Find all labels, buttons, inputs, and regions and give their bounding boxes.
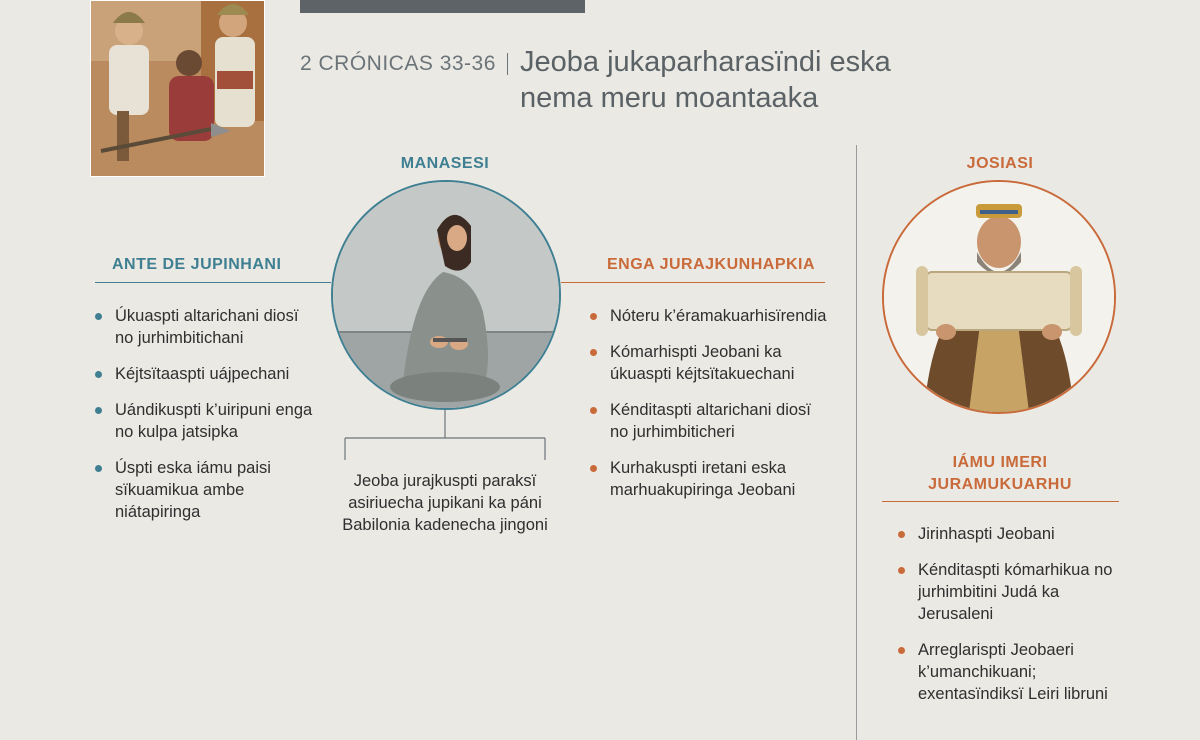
list-item: Kénditaspti kómarhikua no jurhimbitini Judá ka Jerusaleni bbox=[898, 559, 1138, 625]
list-item: Kénditaspti altarichani diosï no jurhimbiticheri bbox=[590, 399, 830, 443]
reference-divider bbox=[507, 53, 508, 75]
bullet-icon bbox=[95, 407, 102, 414]
after-list bbox=[590, 305, 830, 515]
josiasi-heading-line-2: JURAMUKUARHU bbox=[928, 476, 1072, 493]
bullet-icon bbox=[95, 371, 102, 378]
manasesi-label: MANASESI bbox=[400, 155, 490, 172]
after-heading: ENGA JURAJKUNHAPKIA bbox=[607, 256, 816, 273]
after-rule bbox=[561, 282, 825, 283]
list-item: Kómarhispti Jeobani ka úkuaspti kéjtsïtakuechani bbox=[590, 341, 830, 385]
bullet-icon bbox=[590, 465, 597, 472]
josiasi-list bbox=[898, 523, 1138, 719]
josiasi-rule bbox=[882, 501, 1119, 502]
title-line-1: Jeoba jukaparharasïndi eska bbox=[520, 46, 891, 78]
manasesi-caption: Jeoba jurajkuspti paraksï asiriuecha jupikani ka páni Babilonia kadenecha jingoni bbox=[342, 472, 548, 534]
bullet-icon bbox=[590, 407, 597, 414]
bullet-icon bbox=[95, 313, 102, 320]
title-line-2: nema meru moantaaka bbox=[520, 82, 819, 114]
bullet-icon bbox=[898, 567, 905, 574]
list-item: Jirinhaspti Jeobani bbox=[898, 523, 1138, 545]
manasesi-portrait bbox=[331, 180, 561, 410]
bullet-icon bbox=[590, 313, 597, 320]
page-title bbox=[520, 44, 960, 116]
list-item: Arreglarispti Jeobaeri k’umanchikuani; exentasïndiksï Leiri libruni bbox=[898, 639, 1138, 705]
list-item: Kurhakuspti iretani eska marhuakupiringa Jeobani bbox=[590, 457, 830, 501]
bullet-icon bbox=[898, 647, 905, 654]
bullet-icon bbox=[898, 531, 905, 538]
before-rule bbox=[95, 282, 331, 283]
josiasi-heading bbox=[900, 452, 1100, 496]
josiasi-label: JOSIASI bbox=[966, 155, 1034, 172]
caption-bracket bbox=[340, 410, 550, 462]
before-heading: ANTE DE JUPINHANI bbox=[112, 256, 282, 273]
column-divider bbox=[856, 145, 857, 740]
list-item: Úkuaspti altarichani diosï no jurhimbitichani bbox=[95, 305, 320, 349]
list-item: Úspti eska iámu paisi sïkuamikua ambe niátapiringa bbox=[95, 457, 320, 523]
before-list bbox=[95, 305, 320, 537]
list-item: Kéjtsïtaaspti uájpechani bbox=[95, 363, 320, 385]
list-item: Nóteru k’éramakuarhisïrendia bbox=[590, 305, 830, 327]
list-item: Uándikuspti k’uiripuni enga no kulpa jatsipka bbox=[95, 399, 320, 443]
josiasi-portrait bbox=[882, 180, 1116, 414]
bullet-icon bbox=[590, 349, 597, 356]
bullet-icon bbox=[95, 465, 102, 472]
scripture-reference: 2 CRÓNICAS 33-36 bbox=[300, 52, 496, 75]
soldiers-photo bbox=[90, 0, 265, 177]
header-bar bbox=[300, 0, 585, 13]
josiasi-heading-line-1: IÁMU IMERI bbox=[952, 454, 1048, 471]
